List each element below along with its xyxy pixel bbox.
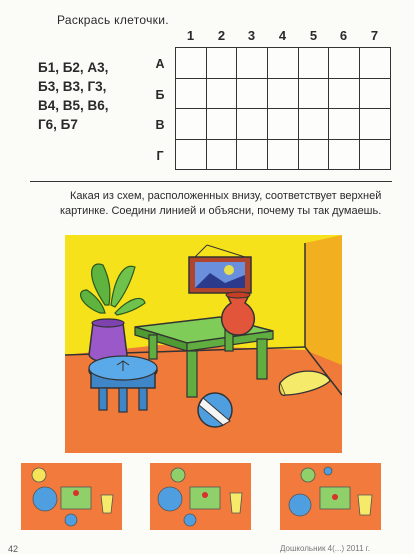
grid-cell[interactable] [207,79,238,110]
room-picture [65,235,342,453]
imprint: Дошкольник 4(...) 2011 г. [280,544,370,553]
grid-cell[interactable] [329,79,360,110]
grid-cell[interactable] [299,79,330,110]
column-label: 6 [339,28,348,43]
row-label: А [155,57,165,71]
grid-cell[interactable] [207,48,238,79]
grid-cell[interactable] [237,140,268,171]
task2-text: Какая из схем, расположенных внизу, соответствует верхней картинке. Соедини линией и объясни, почему ты так думаешь. [60,190,382,217]
grid-cell[interactable] [268,109,299,140]
round-stool [89,356,157,412]
grid-cell[interactable] [360,109,391,140]
grid-cell[interactable] [329,140,360,171]
coloring-grid [150,28,395,173]
grid-cell[interactable] [299,48,330,79]
column-label: 4 [278,28,287,43]
column-label: 2 [217,28,226,43]
scheme-2[interactable] [150,463,251,530]
cells-line: В4, В5, В6, [38,98,109,113]
row-label: Б [155,88,165,102]
grid-cell[interactable] [360,48,391,79]
grid-cell[interactable] [360,79,391,110]
cells-line: Б1, Б2, А3, [38,60,109,75]
grid-cell[interactable] [299,140,330,171]
grid-cell[interactable] [207,109,238,140]
grid-cells[interactable] [175,47,391,170]
column-label: 5 [309,28,318,43]
column-label: 7 [370,28,379,43]
grid-cell[interactable] [176,109,207,140]
scheme-1[interactable] [21,463,122,530]
striped-ball [198,393,232,427]
cells-line: Б3, В3, Г3, [38,79,107,94]
grid-cell[interactable] [299,109,330,140]
grid-cell[interactable] [237,48,268,79]
grid-cell[interactable] [268,140,299,171]
page-number: 42 [8,544,19,554]
task1-title: Раскрась клеточки. [57,13,169,27]
section-divider [30,181,392,182]
column-label: 3 [247,28,256,43]
column-label: 1 [186,28,195,43]
grid-cell[interactable] [268,48,299,79]
grid-cell[interactable] [176,48,207,79]
grid-cell[interactable] [176,140,207,171]
grid-cell[interactable] [237,109,268,140]
cells-list [38,58,138,134]
grid-cell[interactable] [329,109,360,140]
row-label: В [155,118,165,132]
grid-cell[interactable] [268,79,299,110]
scheme-3[interactable] [280,463,381,530]
grid-cell[interactable] [329,48,360,79]
grid-cell[interactable] [360,140,391,171]
grid-cell[interactable] [207,140,238,171]
grid-cell[interactable] [176,79,207,110]
row-label: Г [156,149,164,163]
cells-line: Г6, Б7 [38,117,78,132]
grid-cell[interactable] [237,79,268,110]
